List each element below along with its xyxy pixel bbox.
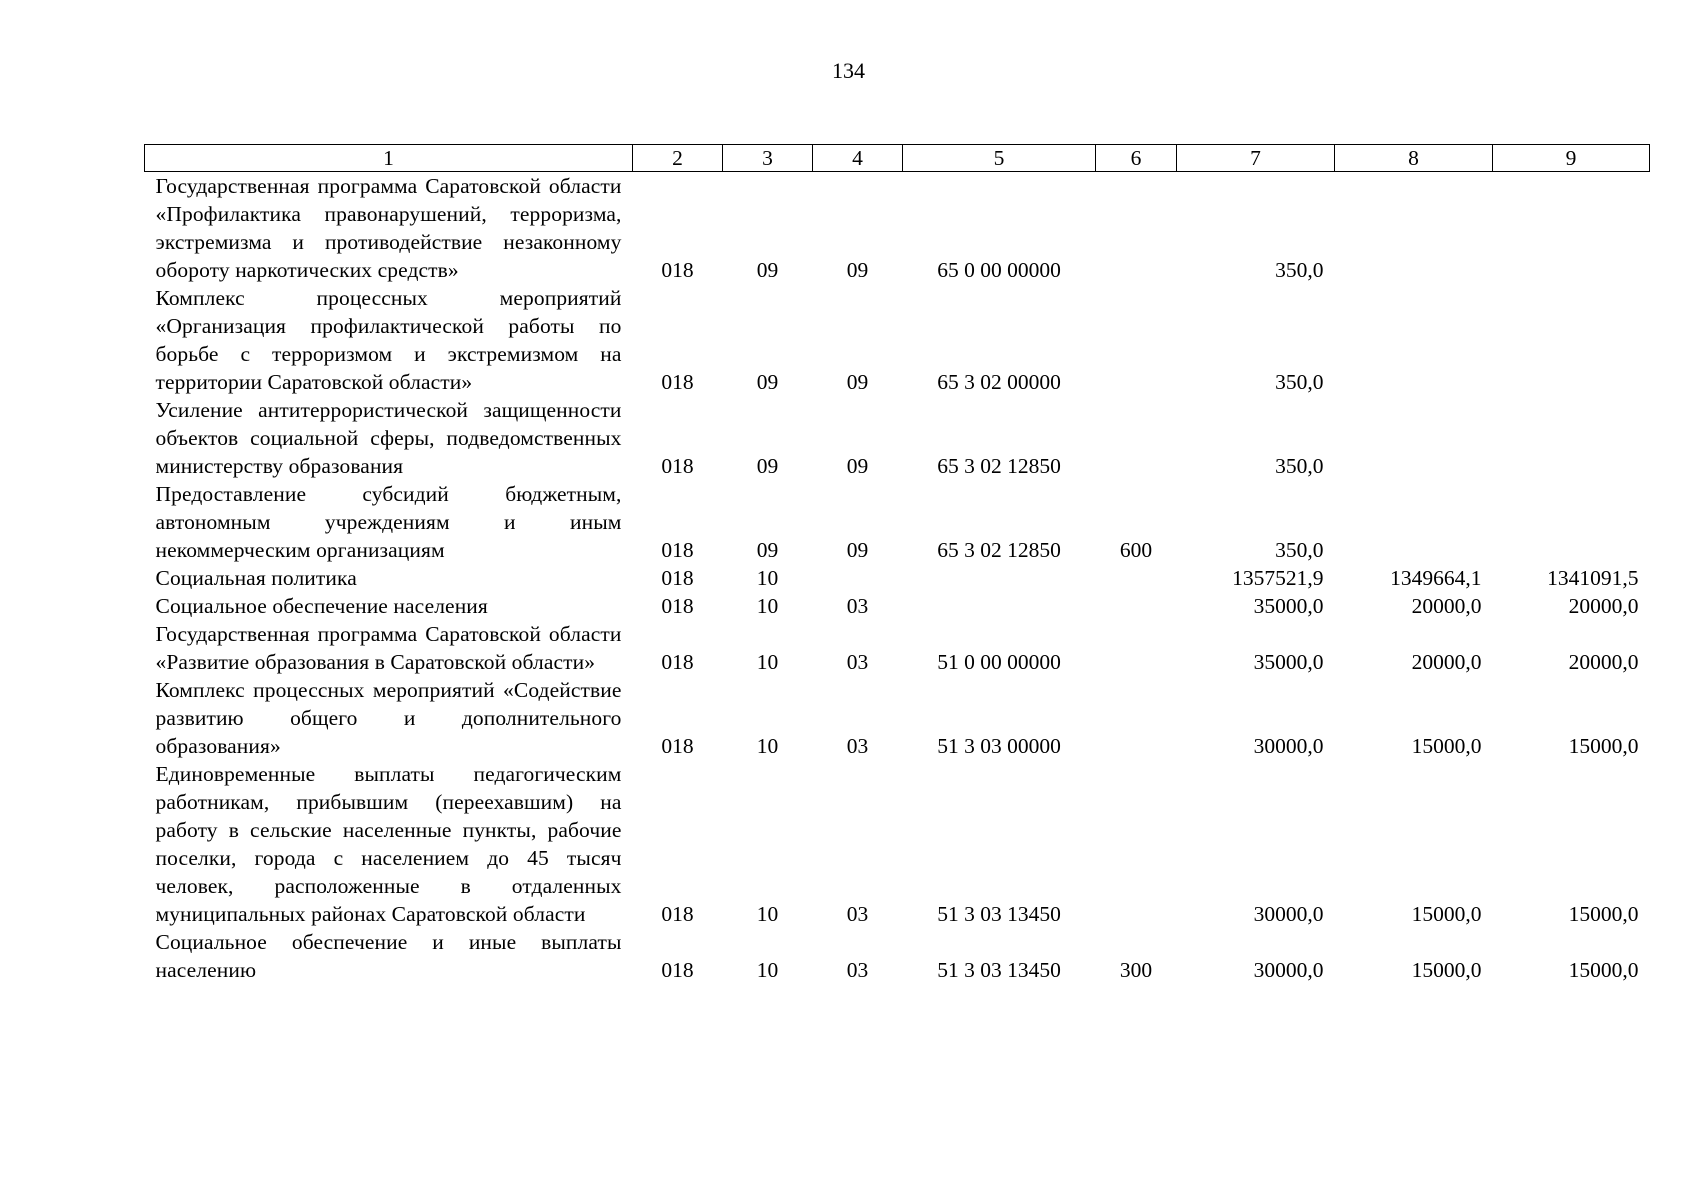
row-expense-type [1096,620,1177,676]
row-amount-year-2 [1335,284,1493,396]
row-grbs: 018 [661,594,694,618]
row-subsection: 03 [846,734,869,758]
row-expense-type: 600 [1119,538,1153,562]
row-amount-year-3: 20000,0 [1568,594,1639,618]
table-row [145,284,1650,396]
row-amount-year-1: 1357521,9 [1232,566,1324,590]
row-grbs: 018 [661,566,694,590]
column-header-4: 4 [813,145,903,172]
row-subsection [813,564,903,592]
row-name: Социальное обеспечение и иные выплаты населению [155,930,622,982]
row-amount-year-1: 350,0 [1275,454,1324,478]
row-amount-year-1: 30000,0 [1253,902,1324,926]
column-header-3: 3 [723,145,813,172]
row-target-article: 51 3 03 00000 [937,734,1061,758]
row-amount-year-2: 1349664,1 [1390,566,1482,590]
row-section: 10 [756,650,779,674]
row-section: 09 [756,370,779,394]
row-amount-year-2: 15000,0 [1411,958,1482,982]
page-number: 134 [832,58,865,83]
row-amount-year-2 [1335,396,1493,480]
row-section: 10 [756,958,779,982]
row-section: 09 [756,454,779,478]
row-target-article: 51 3 03 13450 [937,958,1061,982]
row-target-article [903,592,1096,620]
row-name: Государственная программа Саратовской области «Развитие образования в Саратовской области» [155,622,622,674]
row-grbs: 018 [661,734,694,758]
row-expense-type [1096,760,1177,928]
row-expense-type [1096,564,1177,592]
row-subsection: 03 [846,594,869,618]
row-name: Комплекс процессных мероприятий «Организация профилактической работы по борьбе с терроризмом и экстремизмом на территории Саратовской области» [155,286,622,394]
column-header-8: 8 [1335,145,1493,172]
row-target-article [903,564,1096,592]
row-name: Усиление антитеррористической защищенности объектов социальной сферы, подведомственных министерству образования [155,398,622,478]
table-row [145,592,1650,620]
row-amount-year-1: 30000,0 [1253,734,1324,758]
row-amount-year-3 [1493,172,1650,285]
row-target-article: 65 3 02 12850 [937,538,1061,562]
row-section: 10 [756,594,779,618]
table-row [145,760,1650,928]
row-subsection: 09 [846,454,869,478]
row-grbs: 018 [661,538,694,562]
row-grbs: 018 [661,258,694,282]
row-name: Государственная программа Саратовской области «Профилактика правонарушений, терроризма, экстремизма и противодействие незаконному обороту наркотических средств» [155,174,622,282]
row-name: Социальная политика [155,566,357,590]
row-amount-year-1: 35000,0 [1253,650,1324,674]
table-row [145,928,1650,984]
row-grbs: 018 [661,902,694,926]
table-row [145,480,1650,564]
row-grbs: 018 [661,958,694,982]
row-amount-year-2: 20000,0 [1411,594,1482,618]
column-header-1: 1 [145,145,633,172]
table-row [145,620,1650,676]
row-subsection: 03 [846,902,869,926]
column-header-7: 7 [1177,145,1335,172]
row-subsection: 09 [846,258,869,282]
column-header-2: 2 [633,145,723,172]
row-target-article: 65 3 02 00000 [937,370,1061,394]
row-amount-year-3: 15000,0 [1568,958,1639,982]
table-row [145,676,1650,760]
row-subsection: 09 [846,370,869,394]
row-expense-type [1096,284,1177,396]
row-target-article: 65 3 02 12850 [937,454,1061,478]
row-amount-year-1: 30000,0 [1253,958,1324,982]
column-header-9: 9 [1493,145,1650,172]
table-row [145,396,1650,480]
row-amount-year-3 [1493,480,1650,564]
header-row [145,145,1650,172]
row-expense-type [1096,676,1177,760]
row-grbs: 018 [661,650,694,674]
row-expense-type: 300 [1119,958,1153,982]
table-row [145,172,1650,285]
row-expense-type [1096,592,1177,620]
row-target-article: 51 0 00 00000 [937,650,1061,674]
row-expense-type [1096,172,1177,285]
row-section: 10 [756,566,779,590]
row-name: Единовременные выплаты педагогическим работникам, прибывшим (переехавшим) на работу в сельские населенные пункты, рабочие поселки, города с населением до 45 тысяч человек, расположенные в отдаленных муниципальных районах Саратовской области [155,762,622,926]
row-target-article: 51 3 03 13450 [937,902,1061,926]
row-section: 09 [756,258,779,282]
row-amount-year-2 [1335,480,1493,564]
row-subsection: 03 [846,650,869,674]
column-header-5: 5 [903,145,1096,172]
row-section: 10 [756,902,779,926]
row-amount-year-3: 20000,0 [1568,650,1639,674]
table-body [145,172,1650,985]
row-amount-year-3: 15000,0 [1568,902,1639,926]
row-amount-year-1: 350,0 [1275,258,1324,282]
table-row [145,564,1650,592]
row-amount-year-1: 350,0 [1275,538,1324,562]
row-amount-year-3 [1493,284,1650,396]
row-expense-type [1096,396,1177,480]
row-amount-year-2: 15000,0 [1411,734,1482,758]
budget-table [144,144,1650,984]
row-section: 09 [756,538,779,562]
row-grbs: 018 [661,370,694,394]
row-amount-year-1: 35000,0 [1253,594,1324,618]
row-amount-year-3: 15000,0 [1568,734,1639,758]
row-amount-year-2: 20000,0 [1411,650,1482,674]
row-grbs: 018 [661,454,694,478]
row-target-article: 65 0 00 00000 [937,258,1061,282]
row-amount-year-1: 350,0 [1275,370,1324,394]
row-section: 10 [756,734,779,758]
row-name: Социальное обеспечение населения [155,594,488,618]
table-header [145,145,1650,172]
row-name: Предоставление субсидий бюджетным, автономным учреждениям и иным некоммерческим организациям [155,482,622,562]
column-header-6: 6 [1096,145,1177,172]
row-amount-year-2 [1335,172,1493,285]
row-subsection: 03 [846,958,869,982]
row-amount-year-3: 1341091,5 [1547,566,1639,590]
row-amount-year-2: 15000,0 [1411,902,1482,926]
row-subsection: 09 [846,538,869,562]
row-name: Комплекс процессных мероприятий «Содействие развитию общего и дополнительного образования» [155,678,622,758]
row-amount-year-3 [1493,396,1650,480]
